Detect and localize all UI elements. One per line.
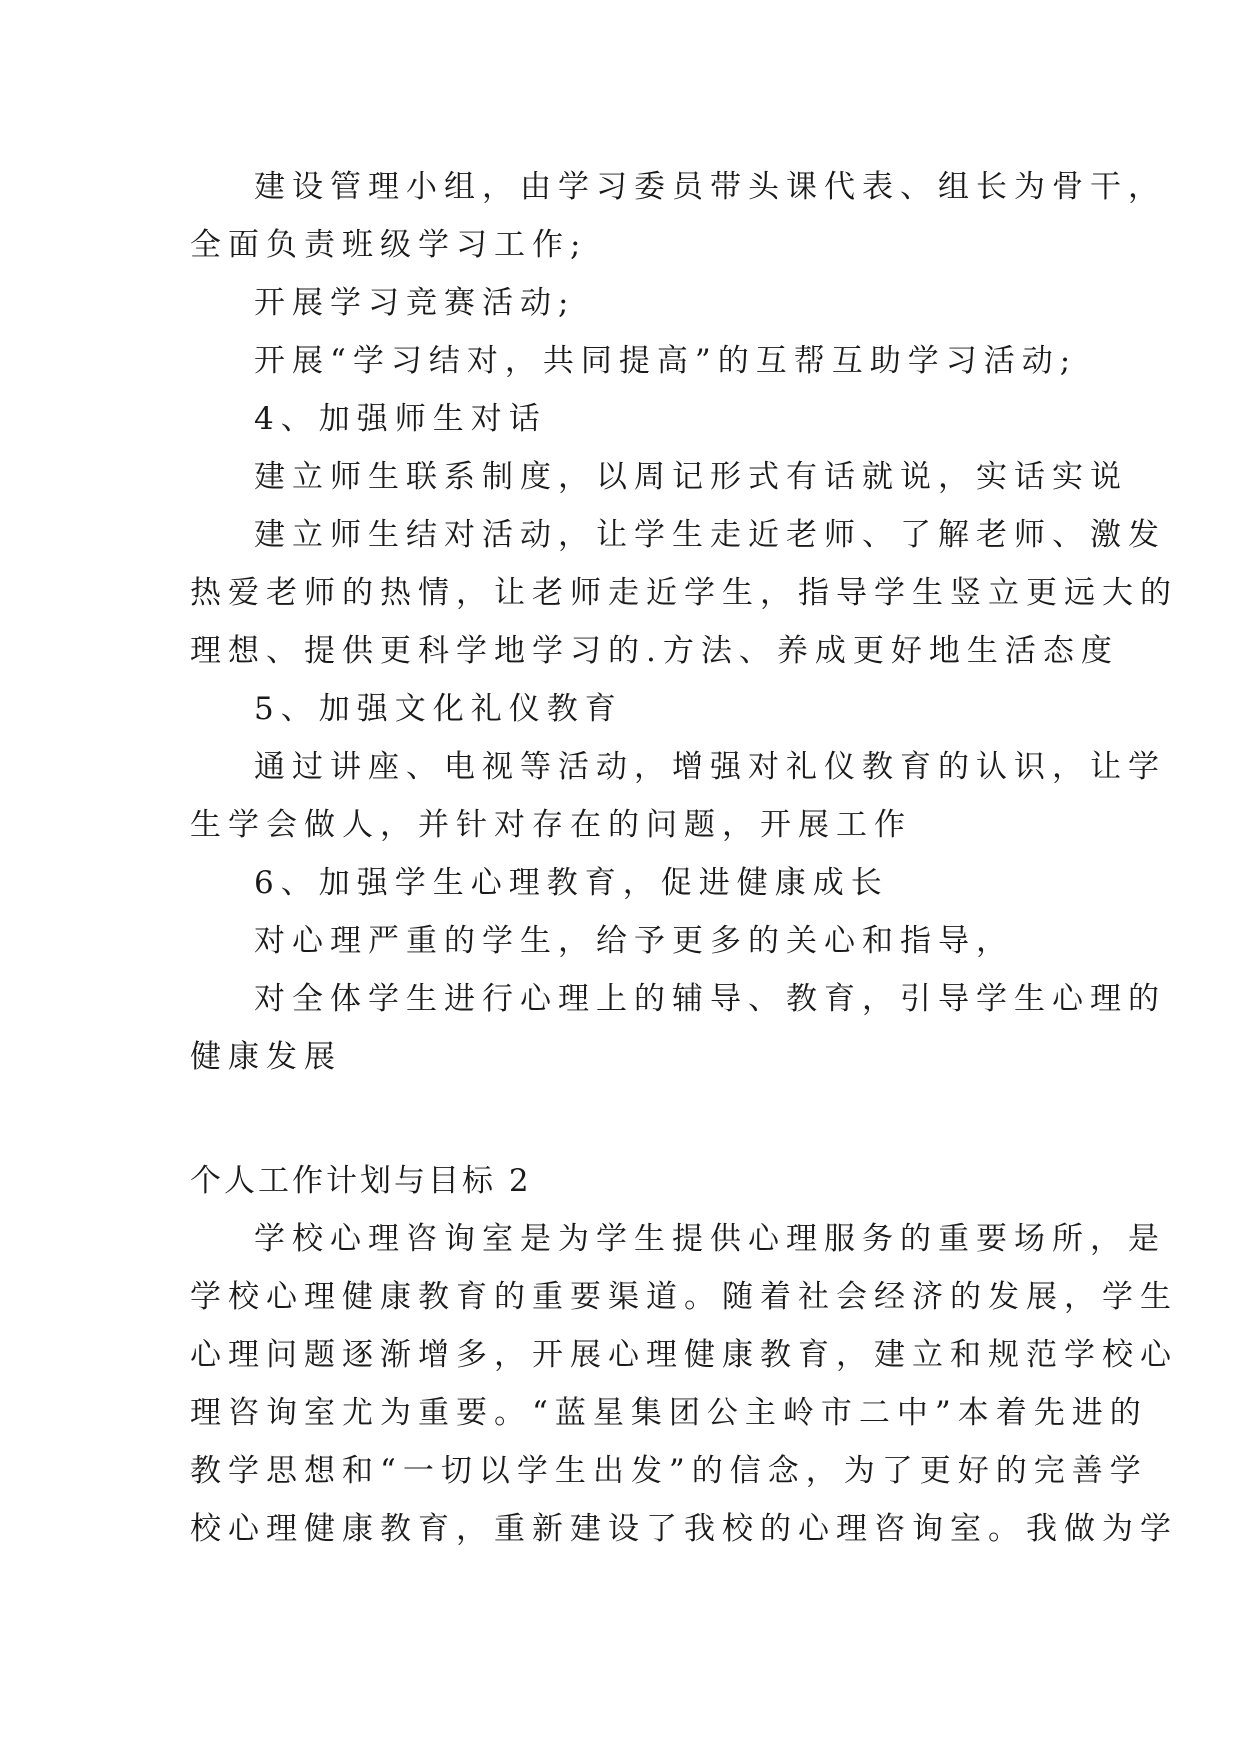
paragraph-line: 建立师生联系制度，以周记形式有话就说，实话实说 [254,459,1128,495]
paragraph-line: 校心理健康教育，重新建设了我校的心理咨询室。我做为学 [190,1511,1178,1547]
section-personal-plan-2 [190,1152,1178,1558]
subheading-line: 5、加强文化礼仪教育 [254,691,623,727]
paragraph-line: 全面负责班级学习工作; [190,227,588,263]
paragraph-line: 学校心理咨询室是为学生提供心理服务的重要场所，是 [254,1221,1166,1257]
paragraph-line: 教学思想和“一切以学生出发”的信念，为了更好的完善学 [190,1453,1148,1489]
paragraph-line: 心理问题逐渐增多，开展心理健康教育，建立和规范学校心 [190,1337,1178,1373]
paragraph-line: 建设管理小组，由学习委员带头课代表、组长为骨干， [254,169,1166,205]
paragraph-line: 学校心理健康教育的重要渠道。随着社会经济的发展，学生 [190,1279,1178,1315]
section-heading: 个人工作计划与目标 2 [190,1163,532,1199]
subheading-line: 6、加强学生心理教育，促进健康成长 [254,865,889,901]
paragraph-line: 热爱老师的热情，让老师走近学生，指导学生竖立更远大的 [190,575,1178,611]
subheading-line: 4、加强师生对话 [254,401,547,437]
paragraph-line: 开展学习竞赛活动; [254,285,576,321]
paragraph-line: 理想、提供更科学地学习的.方法、养成更好地生活态度 [190,633,1119,669]
paragraph-line: 通过讲座、电视等活动，增强对礼仪教育的认识，让学 [254,749,1166,785]
paragraph-line: 健康发展 [190,1039,342,1075]
paragraph-line: 对全体学生进行心理上的辅导、教育，引导学生心理的 [254,981,1166,1017]
section-work-measures [190,158,1178,1086]
paragraph-line: 开展“学习结对，共同提高”的互帮互助学习活动; [254,343,1078,379]
paragraph-line: 建立师生结对活动，让学生走近老师、了解老师、激发 [254,517,1166,553]
paragraph-line: 生学会做人，并针对存在的问题，开展工作 [190,807,912,843]
paragraph-line: 对心理严重的学生，给予更多的关心和指导， [254,923,1014,959]
paragraph-line: 理咨询室尤为重要。“蓝星集团公主岭市二中”本着先进的 [190,1395,1148,1431]
